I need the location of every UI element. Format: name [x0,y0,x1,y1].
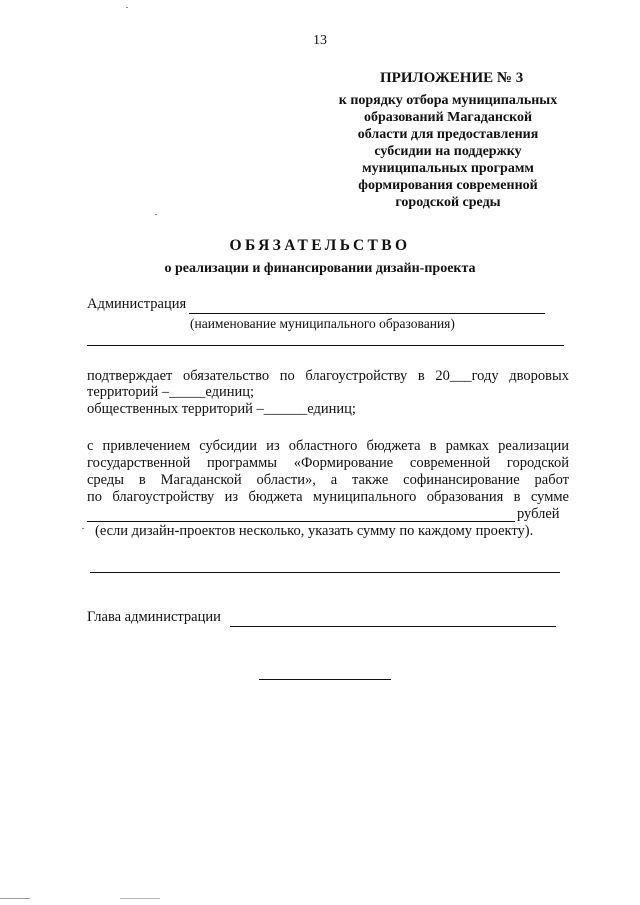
scan-edge-mark [0,898,30,899]
scan-speck [82,528,84,529]
amount-field[interactable] [87,521,515,522]
page-number: 13 [313,33,327,48]
document-title: ОБЯЗАТЕЛЬСТВО [229,237,411,254]
administration-hint: (наименование муниципального образования) [190,316,455,331]
administration-name-field[interactable] [189,313,545,314]
separator-line [90,572,560,573]
scan-edge-mark [120,898,160,899]
administration-label: Администрация [87,296,187,312]
appendix-line: субсидии на поддержку [374,144,522,159]
commitment-line-1: подтверждает обязательство по благоустройству в 20___году дворовых [87,368,569,384]
appendix-line: формирования современной [358,178,538,193]
subsidy-line-4: по благоустройству из бюджета муниципального образования в сумме [87,489,569,505]
scan-speck [126,7,128,8]
currency-label: рублей [517,506,560,522]
commitment-line-2: территорий –_____единиц; [87,384,255,400]
appendix-line: образований Магаданской [363,110,533,125]
appendix-line: городской среды [395,195,501,210]
subsidy-line-3: среды в Магаданской области», а также софинансирование работ [87,472,569,488]
appendix-description [330,92,566,211]
commitment-line-3: общественных территорий –______единиц; [87,401,356,417]
administration-continuation-field[interactable] [87,345,564,346]
appendix-line: области для предоставления [357,127,539,142]
signature-label: Глава администрации [87,609,221,625]
subsidy-line-2: государственной программы «Формирование современной городской [87,455,569,471]
document-subtitle: о реализации и финансировании дизайн-проекта [164,261,476,276]
signature-field[interactable] [230,626,556,627]
subsidy-note: (если дизайн-проектов несколько, указать сумму по каждому проекту). [95,523,534,539]
scan-speck [155,214,157,215]
appendix-line: к порядку отбора муниципальных [338,93,558,108]
appendix-title: ПРИЛОЖЕНИЕ № 3 [380,70,524,86]
end-line [259,679,391,680]
appendix-line: муниципальных программ [362,161,534,176]
subsidy-line-1: с привлечением субсидии из областного бюджета в рамках реализации [87,438,569,454]
